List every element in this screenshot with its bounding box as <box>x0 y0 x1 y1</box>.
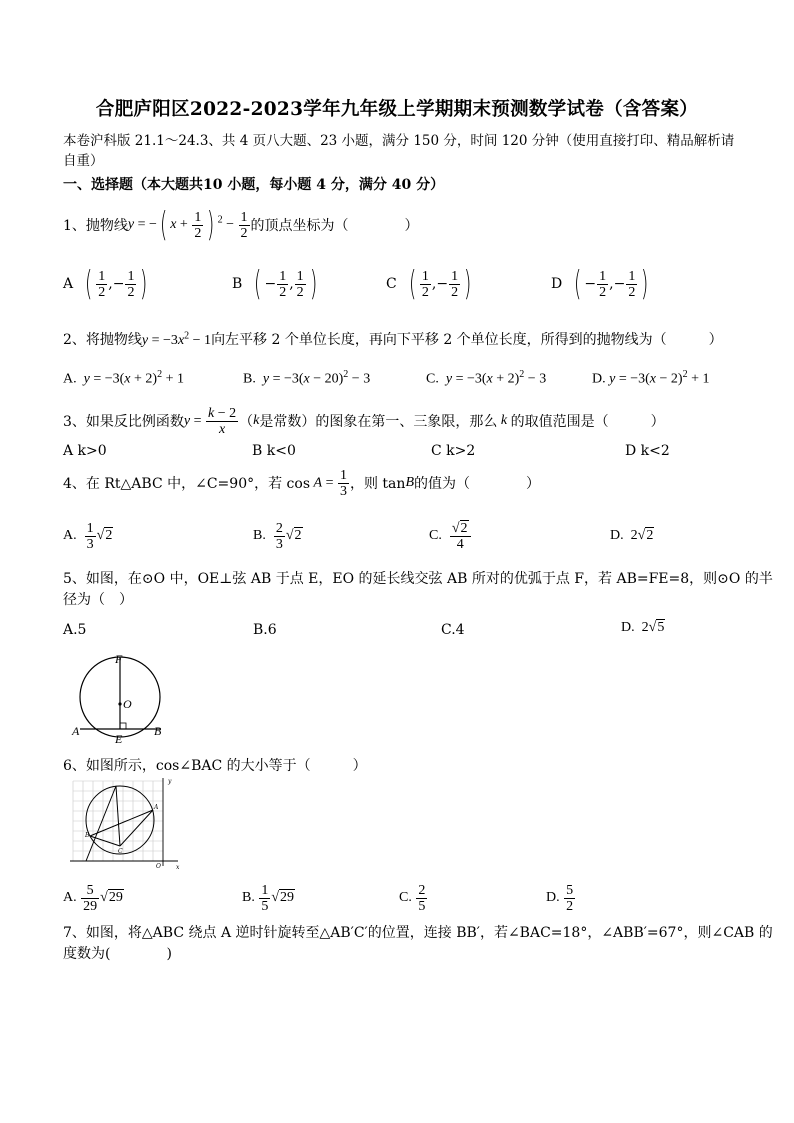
intro-text: 本卷沪科版 21.1～24.3、共 4 页八大题、23 小题，满分 150 分，时间 120 分钟（使用直接打印、精品解析请自重） <box>63 133 735 169</box>
q6-option-c[interactable]: C. $\frac{2}{5}$ <box>399 882 426 914</box>
question-2: 2、将抛物线$y = -3x^2 - 1$向左平移 2 个单位长度，再向下平移 2 个单位长度，所得到的抛物线为（ ） <box>63 330 723 348</box>
axis-label-x: x <box>176 864 180 871</box>
q5-option-c[interactable]: C.4 <box>441 622 465 638</box>
label-b: B <box>154 724 162 738</box>
q3-option-b[interactable]: B k<0 <box>252 443 296 459</box>
segment-ba <box>90 810 153 836</box>
q1-option-c[interactable]: C ( $\frac{1}{2}$ ,− $\frac{1}{2}$ ) <box>386 264 472 304</box>
axis-label-y: y <box>168 778 172 785</box>
q1-option-b[interactable]: B ( − $\frac{1}{2}$ , $\frac{1}{2}$ ) <box>232 264 317 304</box>
label-o: O <box>123 697 132 711</box>
label-e: E <box>115 732 123 746</box>
q2-option-d[interactable]: D. $y = -3(x - 2)^2 + 1$ <box>592 369 710 387</box>
q1-option-d[interactable]: D ( − $\frac{1}{2}$ ,− $\frac{1}{2}$ ) <box>551 264 649 304</box>
label-f: F <box>115 652 123 666</box>
q3-formula: y = $\frac{k - 2}{x}$ <box>183 405 237 437</box>
q2-formula: $y = -3x^2 - 1$ <box>141 330 212 348</box>
question-5: 5、如图，在⊙O 中，OE⊥弦 AB 于点 E，EO 的延长线交弦 AB 所对的优弧于点 F，若 AB=FE=8，则⊙O 的半 <box>63 571 773 587</box>
question-1 <box>63 205 419 245</box>
q2-option-c[interactable]: C. $y = -3(x + 2)^2 - 3$ <box>426 369 547 387</box>
question-6: 6、如图所示，cos∠BAC 的大小等于（ ） <box>63 758 367 774</box>
q5-option-a[interactable]: A.5 <box>63 622 87 638</box>
q4-option-a[interactable]: A. $\frac{1}{3}$ √2 <box>63 520 113 552</box>
q4-option-c[interactable]: C. $\frac{√2}{4}$ <box>429 516 472 556</box>
question-1-tail: 的顶点坐标为（ ） <box>250 218 419 234</box>
question-1-lead: 1、抛物线 <box>63 218 128 234</box>
diameter-line <box>86 786 116 861</box>
label-a: A <box>72 724 80 738</box>
label-b: B <box>85 832 90 839</box>
grid-figure-q6 <box>68 776 183 871</box>
question-7-line2: 度数为( ) <box>63 946 172 962</box>
q4-formula: A = $\frac{1}{3}$ <box>313 467 347 499</box>
q4-option-d[interactable]: D. 2 √2 <box>610 528 654 543</box>
label-c: C <box>118 848 123 855</box>
q3-option-c[interactable]: C k>2 <box>431 443 476 459</box>
q6-option-b[interactable]: B. $\frac{1}{5}$ √29 <box>242 882 295 914</box>
label-a: A <box>154 804 159 811</box>
center-point <box>118 702 121 705</box>
q4-option-b[interactable]: B. $\frac{2}{3}$ √2 <box>253 520 302 552</box>
q5-option-d[interactable]: D. 2√5 <box>621 620 665 635</box>
q3-option-a[interactable]: A k>0 <box>63 443 107 459</box>
question-3: 3、如果反比例函数 y = $\frac{k - 2}{x}$ （ k 是常数）的图象在第一、三象限，那么 k 的取值范围是（ ） <box>63 405 665 437</box>
segment-ac <box>120 810 153 846</box>
right-angle-mark <box>120 723 126 729</box>
q1-option-a[interactable]: A ( $\frac{1}{2}$ ,− $\frac{1}{2}$ ) <box>63 264 148 304</box>
q6-option-d[interactable]: D. $\frac{5}{2}$ <box>546 882 574 914</box>
q3-option-d[interactable]: D k<2 <box>625 443 670 459</box>
q5-option-b[interactable]: B.6 <box>253 622 277 638</box>
circle-figure-q5 <box>70 652 170 747</box>
q1-formula: y = −( x + $\frac{1}{2}$ ) $^2$ − $\frac{1}{2}$ <box>127 205 248 245</box>
question-7: 7、如图，将△ABC 绕点 A 逆时针旋转至△AB′C′的位置，连接 BB′，若∠BAC=18°，∠ABB′=67°，则∠CAB 的 <box>63 925 773 941</box>
section-heading: 一、选择题（本大题共10 小题，每小题 4 分，满分 40 分） <box>63 177 445 193</box>
page-title: 合肥庐阳区2022-2023学年九年级上学期期末预测数学试卷（含答案） <box>95 99 699 120</box>
question-5-line2: 径为（ ） <box>63 592 133 608</box>
vertical-chord <box>116 786 120 846</box>
q2-option-a[interactable]: A. $y = -3(x + 2)^2 + 1$ <box>63 369 184 387</box>
question-4: 4、在 Rt△ABC 中，∠C=90°，若 cos A = $\frac{1}{3}$ ，则 tan B 的值为（ ） <box>63 467 540 499</box>
origin-label: O <box>156 863 161 870</box>
q2-option-b[interactable]: B. $y = -3(x - 20)^2 - 3$ <box>243 369 371 387</box>
q6-option-a[interactable]: A. $\frac{5}{29}$ √29 <box>63 882 123 914</box>
